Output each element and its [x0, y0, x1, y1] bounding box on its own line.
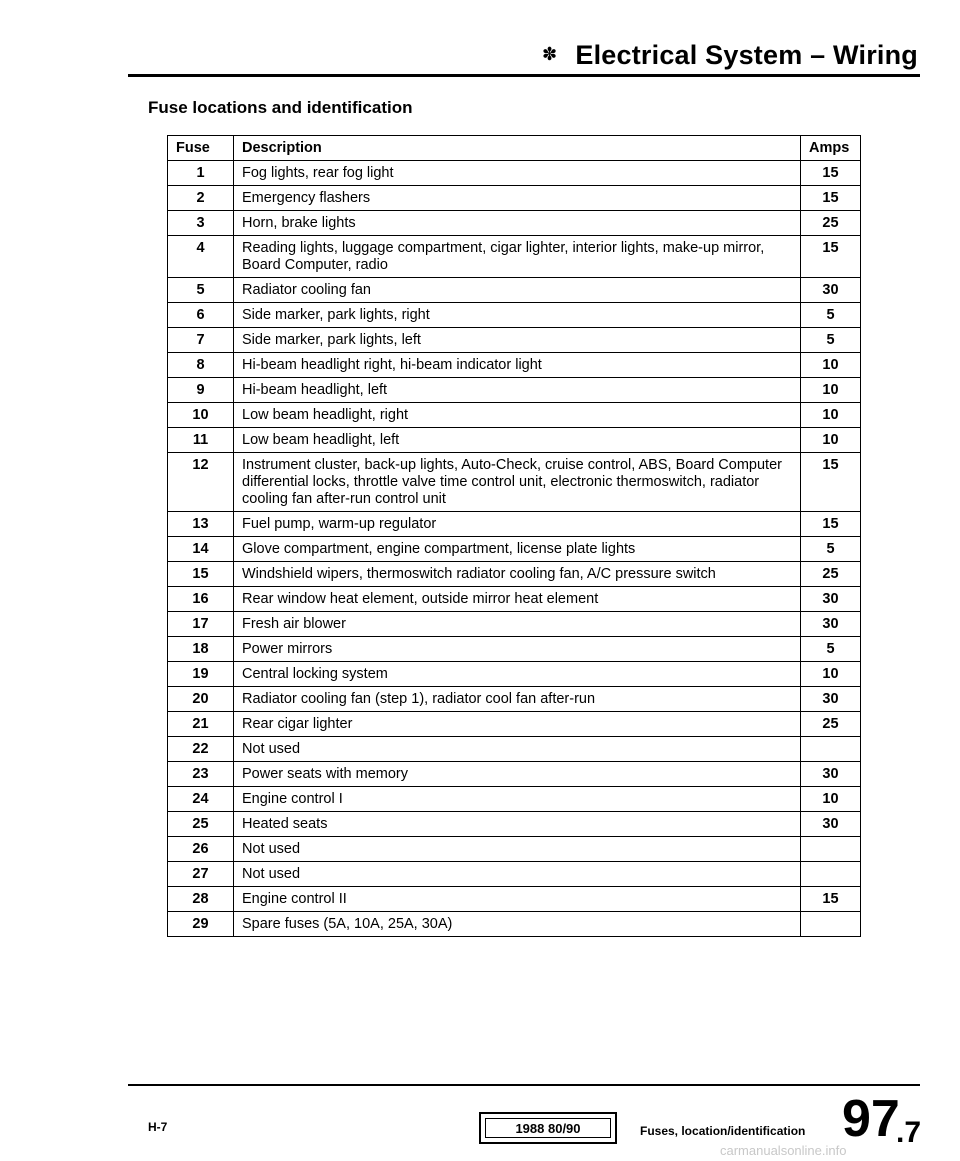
fuse-amps-cell: 30 [801, 812, 861, 837]
fuse-amps-cell: 5 [801, 637, 861, 662]
fuse-description-cell: Engine control II [234, 887, 801, 912]
fuse-description-cell: Side marker, park lights, right [234, 303, 801, 328]
fuse-amps-cell: 10 [801, 662, 861, 687]
footer-section-label: Fuses, location/identification [640, 1124, 806, 1138]
fuse-amps-cell [801, 737, 861, 762]
table-row [168, 887, 861, 912]
fuse-amps-cell: 10 [801, 353, 861, 378]
fuse-amps-cell: 5 [801, 537, 861, 562]
fuse-number-cell: 26 [168, 837, 234, 862]
fuse-number-cell: 29 [168, 912, 234, 937]
fuse-table-body [168, 161, 861, 937]
table-row [168, 587, 861, 612]
fuse-number-cell: 14 [168, 537, 234, 562]
fuse-description-cell: Power seats with memory [234, 762, 801, 787]
column-header-amps: Amps [801, 136, 861, 161]
table-row [168, 737, 861, 762]
fuse-description-cell: Radiator cooling fan [234, 278, 801, 303]
table-row [168, 712, 861, 737]
fuse-number-cell: 9 [168, 378, 234, 403]
table-row [168, 328, 861, 353]
fuse-number-cell: 22 [168, 737, 234, 762]
section-title: Fuse locations and identification [148, 98, 413, 117]
fuse-amps-cell: 30 [801, 762, 861, 787]
fuse-number-cell: 7 [168, 328, 234, 353]
table-row [168, 912, 861, 937]
table-row [168, 637, 861, 662]
fuse-amps-cell: 30 [801, 278, 861, 303]
fuse-amps-cell: 15 [801, 161, 861, 186]
fuse-description-cell: Low beam headlight, right [234, 403, 801, 428]
table-row [168, 837, 861, 862]
table-row [168, 787, 861, 812]
fuse-amps-cell: 30 [801, 587, 861, 612]
fuse-number-cell: 21 [168, 712, 234, 737]
watermark: carmanualsonline.info [720, 1143, 847, 1158]
table-row [168, 537, 861, 562]
fuse-description-cell: Fuel pump, warm-up regulator [234, 512, 801, 537]
fuse-amps-cell [801, 837, 861, 862]
fuse-description-cell: Engine control I [234, 787, 801, 812]
fuse-description-cell: Side marker, park lights, left [234, 328, 801, 353]
fuse-number-cell: 27 [168, 862, 234, 887]
fuse-description-cell: Heated seats [234, 812, 801, 837]
fuse-number-cell: 28 [168, 887, 234, 912]
fuse-amps-cell: 10 [801, 378, 861, 403]
table-row [168, 278, 861, 303]
page-number-major: 97 [842, 1090, 900, 1148]
fuse-number-cell: 5 [168, 278, 234, 303]
fuse-description-cell: Emergency flashers [234, 186, 801, 211]
fuse-description-cell: Windshield wipers, thermoswitch radiator cooling fan, A/C pressure switch [234, 562, 801, 587]
table-row [168, 453, 861, 512]
fuse-description-cell: Central locking system [234, 662, 801, 687]
fuse-description-cell: Glove compartment, engine compartment, license plate lights [234, 537, 801, 562]
fuse-amps-cell: 25 [801, 712, 861, 737]
table-row [168, 236, 861, 278]
table-row [168, 512, 861, 537]
fuse-description-cell: Instrument cluster, back-up lights, Auto-Check, cruise control, ABS, Board Computer differential locks, throttle valve time control unit, electronic thermoswitch, radiator cooling fan after-run control unit [234, 453, 801, 512]
fuse-description-cell: Not used [234, 837, 801, 862]
table-row [168, 428, 861, 453]
header-ornament: ✽ [542, 44, 558, 64]
fuse-amps-cell: 15 [801, 453, 861, 512]
fuse-number-cell: 15 [168, 562, 234, 587]
fuse-description-cell: Hi-beam headlight, left [234, 378, 801, 403]
fuse-number-cell: 24 [168, 787, 234, 812]
table-row [168, 812, 861, 837]
fuse-description-cell: Fresh air blower [234, 612, 801, 637]
fuse-number-cell: 12 [168, 453, 234, 512]
table-row [168, 762, 861, 787]
fuse-number-cell: 6 [168, 303, 234, 328]
fuse-amps-cell: 15 [801, 186, 861, 211]
fuse-amps-cell: 25 [801, 211, 861, 236]
fuse-number-cell: 25 [168, 812, 234, 837]
table-row [168, 303, 861, 328]
fuse-number-cell: 2 [168, 186, 234, 211]
table-row [168, 186, 861, 211]
header-divider [128, 74, 920, 77]
fuse-description-cell: Not used [234, 862, 801, 887]
fuse-description-cell: Fog lights, rear fog light [234, 161, 801, 186]
fuse-number-cell: 19 [168, 662, 234, 687]
column-header-description: Description [234, 136, 801, 161]
fuse-number-cell: 13 [168, 512, 234, 537]
fuse-amps-cell [801, 912, 861, 937]
fuse-amps-cell: 15 [801, 887, 861, 912]
table-row [168, 687, 861, 712]
fuse-number-cell: 18 [168, 637, 234, 662]
footer-code: H-7 [148, 1120, 168, 1134]
page-number-minor: .7 [896, 1116, 922, 1149]
table-row [168, 612, 861, 637]
fuse-amps-cell [801, 862, 861, 887]
fuse-description-cell: Radiator cooling fan (step 1), radiator cool fan after-run [234, 687, 801, 712]
model-year-box [479, 1112, 617, 1144]
page-header-title: Electrical System – Wiring [575, 40, 918, 70]
table-row [168, 403, 861, 428]
fuse-description-cell: Horn, brake lights [234, 211, 801, 236]
fuse-description-cell: Hi-beam headlight right, hi-beam indicator light [234, 353, 801, 378]
column-header-fuse: Fuse [168, 136, 234, 161]
fuse-amps-cell: 30 [801, 687, 861, 712]
fuse-number-cell: 23 [168, 762, 234, 787]
fuse-number-cell: 16 [168, 587, 234, 612]
fuse-number-cell: 4 [168, 236, 234, 278]
fuse-amps-cell: 15 [801, 236, 861, 278]
footer-divider [128, 1084, 920, 1086]
fuse-amps-cell: 15 [801, 512, 861, 537]
fuse-description-cell: Low beam headlight, left [234, 428, 801, 453]
fuse-number-cell: 3 [168, 211, 234, 236]
fuse-amps-cell: 30 [801, 612, 861, 637]
fuse-amps-cell: 25 [801, 562, 861, 587]
table-row [168, 562, 861, 587]
fuse-amps-cell: 10 [801, 403, 861, 428]
fuse-description-cell: Rear window heat element, outside mirror heat element [234, 587, 801, 612]
fuse-number-cell: 17 [168, 612, 234, 637]
fuse-number-cell: 1 [168, 161, 234, 186]
table-row [168, 862, 861, 887]
fuse-amps-cell: 5 [801, 303, 861, 328]
fuse-table [167, 135, 861, 937]
fuse-description-cell: Reading lights, luggage compartment, cigar lighter, interior lights, make-up mirror, Board Computer, radio [234, 236, 801, 278]
fuse-description-cell: Not used [234, 737, 801, 762]
table-row [168, 378, 861, 403]
fuse-number-cell: 20 [168, 687, 234, 712]
fuse-number-cell: 8 [168, 353, 234, 378]
fuse-amps-cell: 5 [801, 328, 861, 353]
table-header-row [168, 136, 861, 161]
fuse-amps-cell: 10 [801, 428, 861, 453]
fuse-amps-cell: 10 [801, 787, 861, 812]
fuse-description-cell: Power mirrors [234, 637, 801, 662]
model-year-label: 1988 80/90 [485, 1118, 611, 1138]
table-row [168, 161, 861, 186]
fuse-description-cell: Spare fuses (5A, 10A, 25A, 30A) [234, 912, 801, 937]
fuse-number-cell: 10 [168, 403, 234, 428]
fuse-description-cell: Rear cigar lighter [234, 712, 801, 737]
fuse-number-cell: 11 [168, 428, 234, 453]
table-row [168, 662, 861, 687]
table-row [168, 353, 861, 378]
table-row [168, 211, 861, 236]
